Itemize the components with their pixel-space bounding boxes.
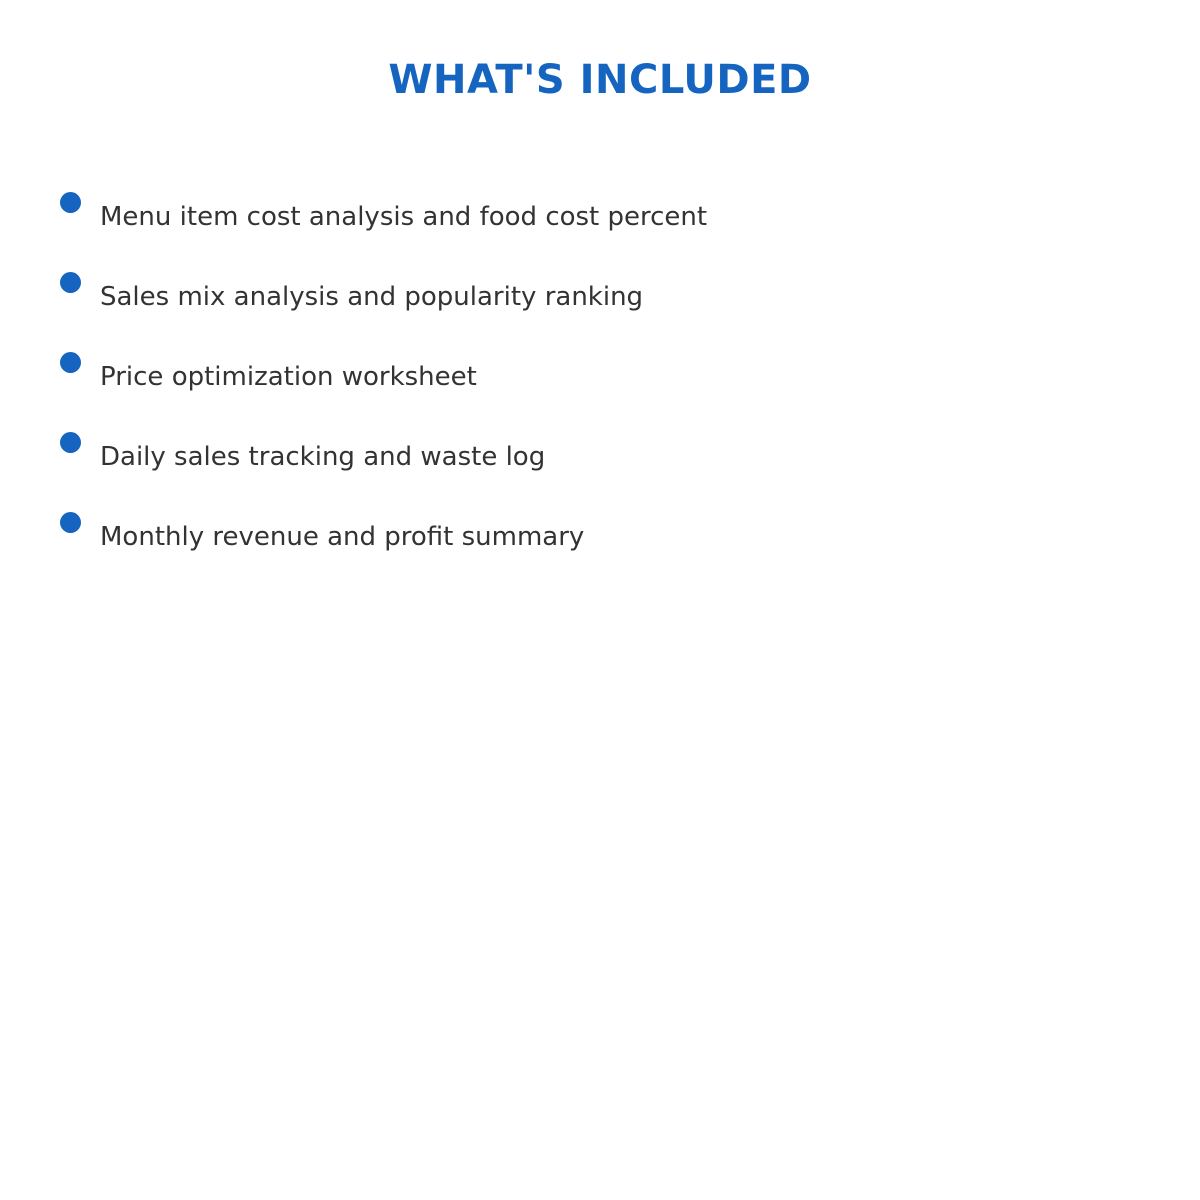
- list-item: [60, 430, 1160, 510]
- list-item: [60, 510, 1160, 590]
- feature-label: Monthly revenue and profit summary: [100, 522, 585, 552]
- feature-label: Sales mix analysis and popularity ranking: [100, 282, 644, 312]
- page-title: WHAT'S INCLUDED: [388, 57, 812, 103]
- feature-label: Menu item cost analysis and food cost percent: [100, 202, 708, 232]
- list-item: [60, 190, 1160, 270]
- feature-label: Price optimization worksheet: [100, 362, 477, 392]
- bullet-icon: [60, 512, 81, 533]
- list-item: [60, 270, 1160, 350]
- bullet-icon: [60, 352, 81, 373]
- list-item: [60, 350, 1160, 430]
- bullet-icon: [60, 192, 81, 213]
- feature-label: Daily sales tracking and waste log: [100, 442, 546, 472]
- bullet-icon: [60, 432, 81, 453]
- bullet-icon: [60, 272, 81, 293]
- feature-list: [60, 190, 1160, 590]
